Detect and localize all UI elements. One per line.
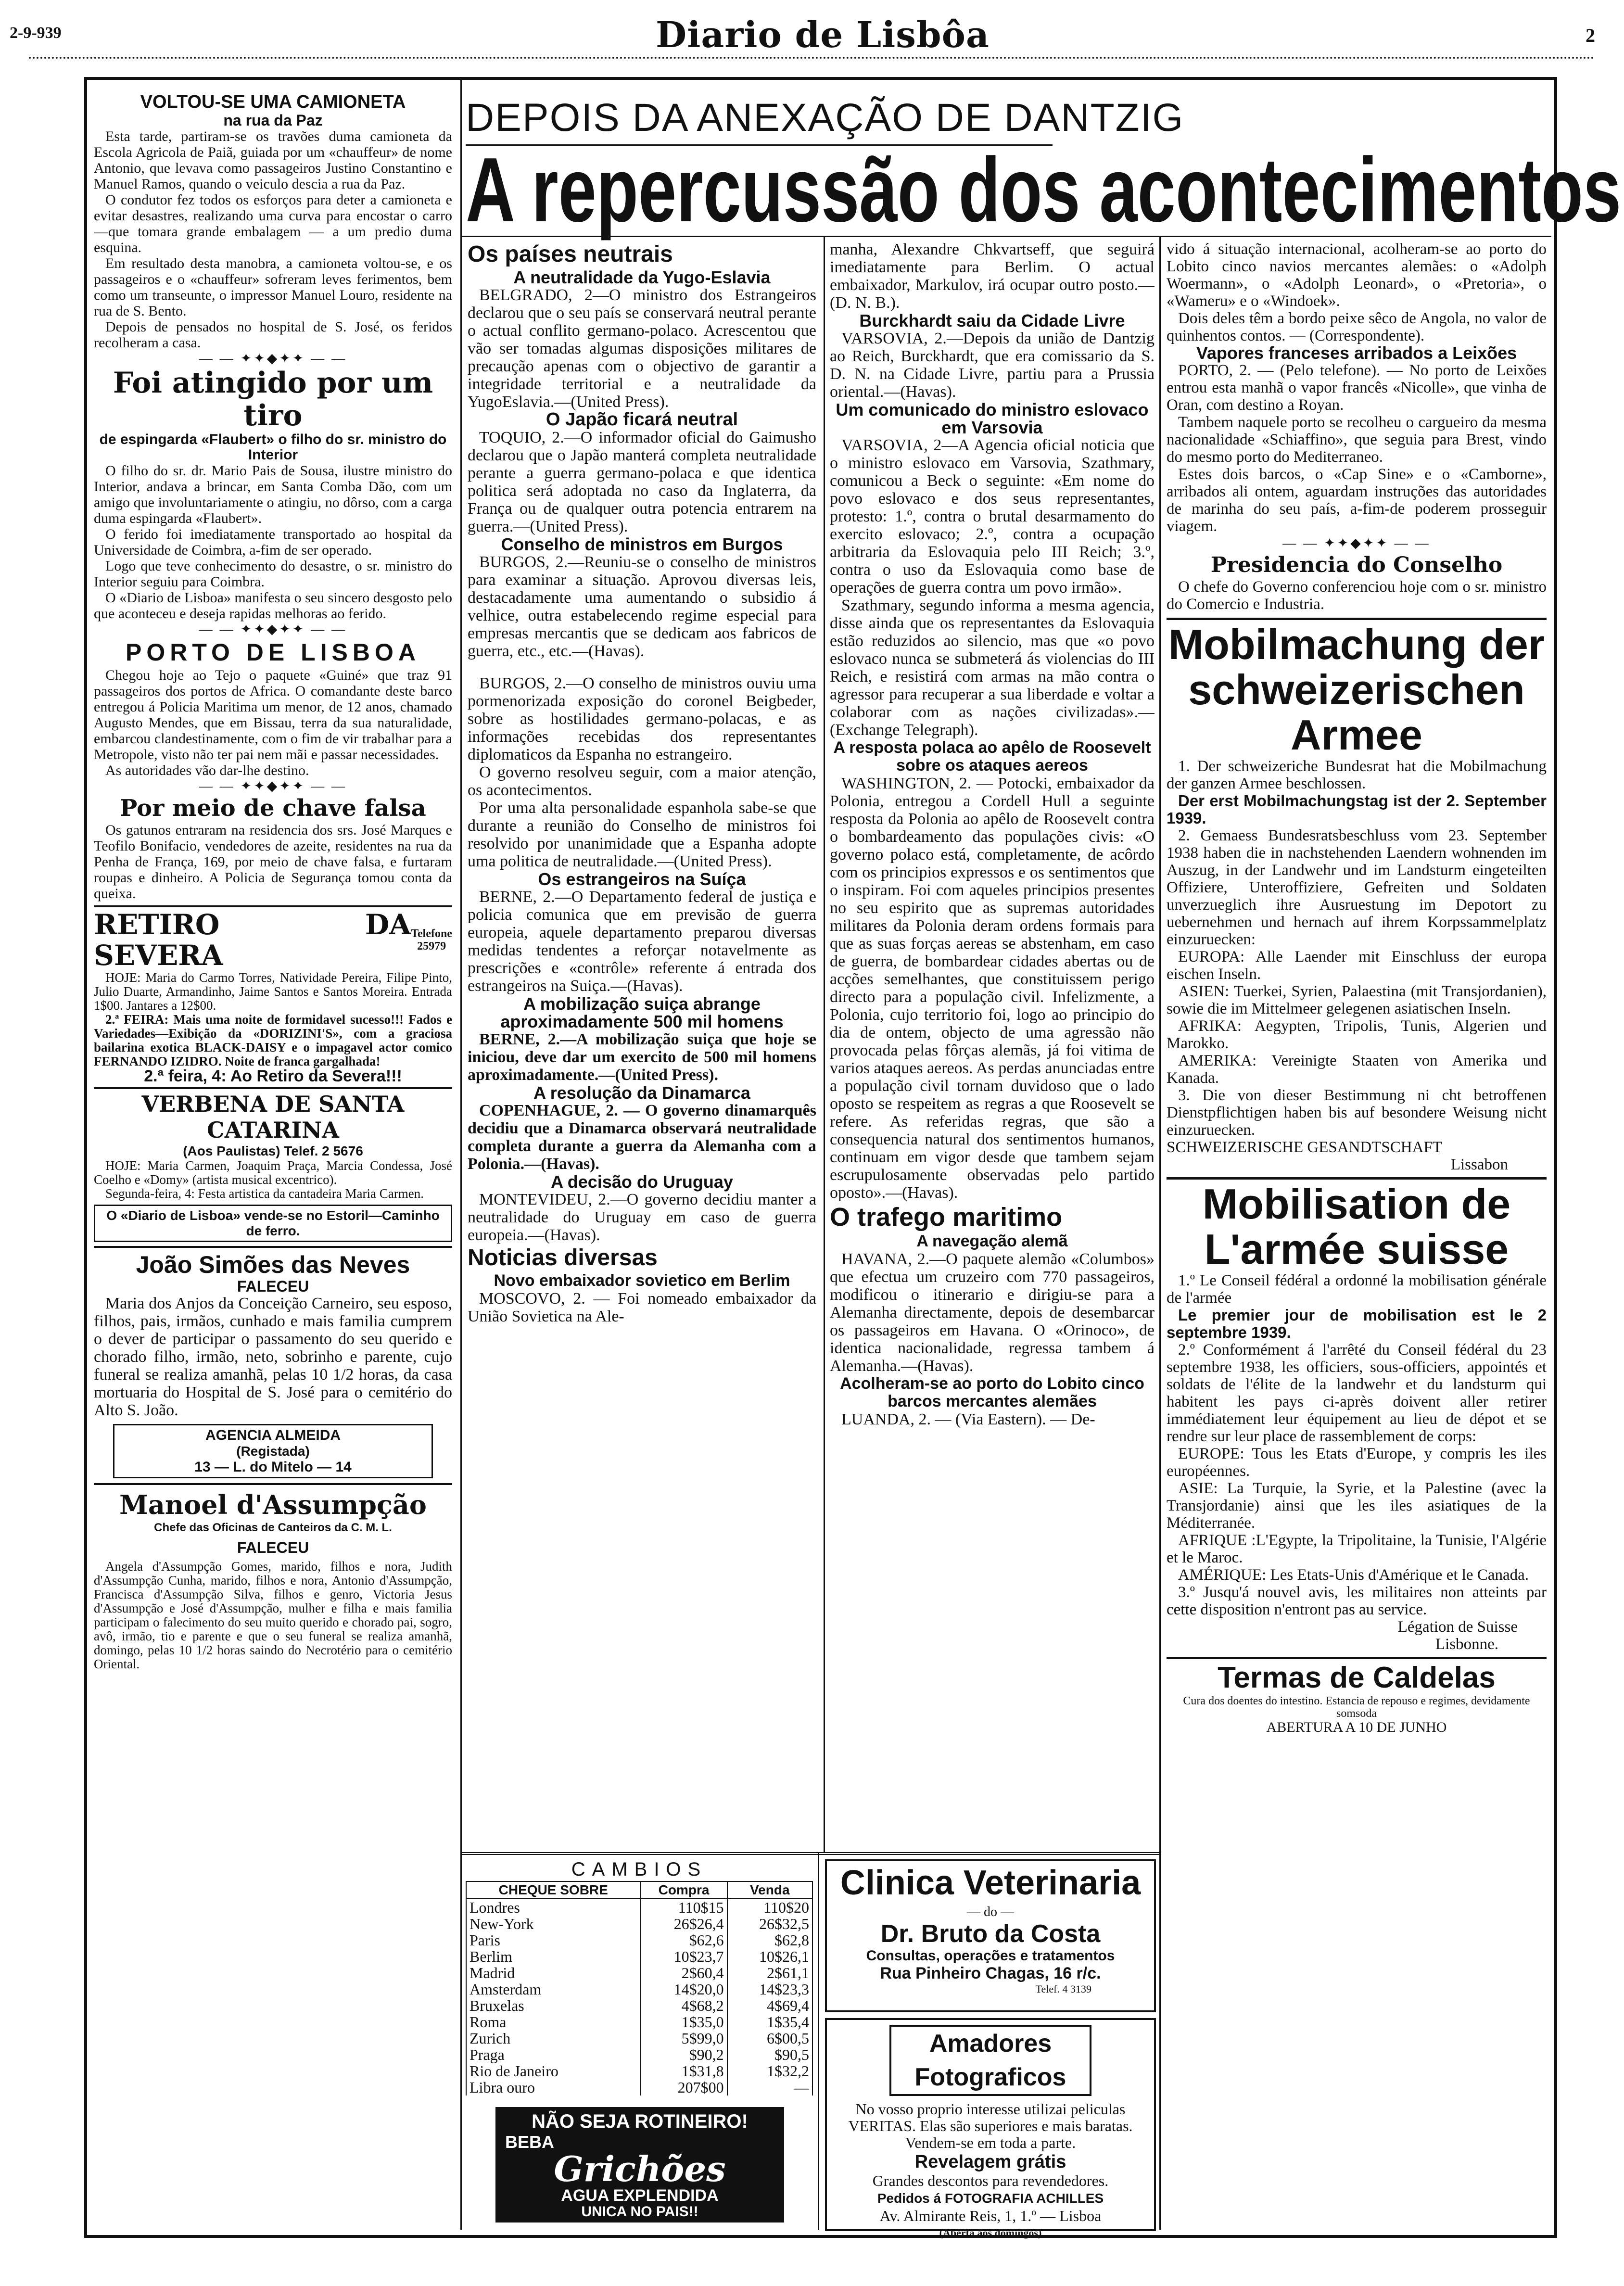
article-subtitle: Burckhardt saiu da Cidade Livre [859, 311, 1125, 330]
swiss-french-notice [1167, 1177, 1547, 1653]
section-heading: Os países neutrais [468, 241, 673, 267]
currency-name: Roma [466, 2014, 641, 2030]
paragraph: Maria dos Anjos da Conceição Carneiro, seu esposo, filhos, pais, irmãos, cunhado e mais familia cumprem o dever de participar o passamento do seu querido e chorado filho, irmão, neto, sobrinho e parente, cujo funeral se realiza amanhã, pelas 10 1/2 horas, da casa mortuaria do Hospital de S. José para o cemitério do Alto S. João. [94, 1295, 452, 1419]
article-subtitle: O Japão ficará neutral [546, 409, 738, 430]
paragraph: O governo resolveu seguir, com a maior atenção, os acontecimentos. [468, 763, 816, 799]
table-row [466, 1997, 812, 2014]
ornament-divider: — — ✦✦◆✦✦ — — [1282, 536, 1431, 551]
headline: A repercussão dos acontecimentos [466, 139, 1622, 241]
masthead-rule [29, 57, 1595, 59]
notice-title: Mobilisation de L'armée suisse [1202, 1180, 1511, 1273]
ad-retiro-severa [94, 905, 452, 1084]
rate-value: 5$99,0 [641, 2030, 727, 2046]
rate-value: 14$20,0 [641, 1981, 727, 1997]
table-row [466, 1916, 812, 1932]
rate-value: 10$26,1 [727, 1948, 812, 1965]
ad-hours: (Aberta aos domingos) [939, 2227, 1042, 2239]
section-heading: O trafego maritimo [830, 1203, 1063, 1232]
ad-doctor: Dr. Bruto da Costa [880, 1920, 1101, 1948]
ad-grichoes [495, 2107, 784, 2222]
rate-value: 14$23,3 [727, 1981, 812, 1997]
paragraph: Szathmary, segundo informa a mesma agencia, disse ainda que os representantes da Eslovaquia estão reduzidos ao silencio, mas que «o povo eslovaco nunca se submeterá ás violencias do III Reich, e resistirá com armas na mão contra o agressor para recuperar a sua liberdade e voltar a colaborar com as nações civilizadas».—(Exchange Telegraph). [830, 597, 1155, 739]
paragraph: 1.º Le Conseil fédéral a ordonné la mobilisation générale de l'armée [1167, 1272, 1547, 1307]
paragraph: O chefe do Governo conferenciou hoje com o sr. ministro do Comercio e Industria. [1167, 578, 1547, 613]
paragraph: BELGRADO, 2—O ministro dos Estrangeiros declarou que o seu país se conservará neutral perante o actual conflito germano-polaco. Acrescentou que vão ser tomadas algumas disposições militares de precaução apenas com o objectivo de garantir a integridade territorial e a neutralidade da YugoEslavia.—(United Press). [468, 286, 816, 411]
paragraph: LUANDA, 2. — (Via Eastern). — De- [841, 1410, 1095, 1428]
rate-value: 6$00,5 [727, 2030, 812, 2046]
currency-name: Rio de Janeiro [466, 2063, 641, 2079]
paragraph: AFRIQUE :L'Egypte, la Tripolitaine, la Tunisie, l'Algérie et le Maroc. [1167, 1532, 1547, 1566]
table-row [466, 2063, 812, 2079]
col-rule-1 [460, 79, 462, 2230]
paragraph: COPENHAGUE, 2. — O governo dinamarquês decidiu que a Dinamarca observará neutralidade completa durante a guerra da Alemanha com a Polonia.—(Havas). [468, 1102, 816, 1173]
ad-title-box [889, 2025, 1091, 2096]
paragraph: VARSOVIA, 2—A Agencia oficial noticia que o ministro eslovaco em Varsovia, Szathmary, comunicou a Beck o seguinte: «Em nome do povo eslovaco e dos seus representantes, protesto: 1.º, contra o brutal desarmamento do exercito eslovaco; 2.º, contra a ocupação arbitraria da Eslovaquia pelo III Reich; 3.º, contra o uso da Eslovaquia como base de operações de guerra contra um povo irmão». [830, 436, 1155, 597]
ad-subtitle: (Aos Paulistas) Telef. 2 5676 [183, 1143, 363, 1158]
paragraph: Em resultado desta manobra, a camioneta voltou-se, e os passageiros e o «chauffeur» sofreram leves ferimentos, bem como um transeunte, o impressor Manuel Louro, residente na rua de S. Bento. [94, 255, 452, 319]
ad-clinica [825, 1859, 1156, 2012]
paragraph: VARSOVIA, 2.—Depois da união de Dantzig ao Reich, Burckhardt, que era comissario da S. D. N. na Cidade Livre, partiu para a Prussia oriental.—(Havas). [830, 330, 1155, 401]
paragraph: Le premier jour de mobilisation est le 2 septembre 1939. [1167, 1306, 1547, 1341]
rate-value: 110$20 [727, 1899, 812, 1916]
paragraph: ASIEN: Tuerkei, Syrien, Palaestina (mit Transjordanien), sowie die im Mittelmeer gelegenen asiatischen Inseln. [1167, 983, 1547, 1017]
agency-subtitle: (Registada) [236, 1444, 310, 1459]
signature: Lissabon [1450, 1156, 1508, 1173]
rate-value: 1$32,2 [727, 2063, 812, 2079]
paragraph: MOSCOVO, 2. — Foi nomeado embaixador da União Sovietica na Ale- [468, 1290, 816, 1325]
notice-title: Mobilmachung der schweizerischen Armee [1168, 621, 1545, 759]
currency-name: Bruxelas [466, 1997, 641, 2014]
cambios-header: Compra [641, 1881, 727, 1899]
rate-value: 4$69,4 [727, 1997, 812, 2014]
swiss-german-notice [1167, 618, 1547, 1173]
article-subtitle: Acolheram-se ao porto do Lobito cinco barcos mercantes alemães [840, 1374, 1144, 1410]
phone-number: 25979 [417, 940, 446, 952]
rate-value: 207$00 [641, 2079, 727, 2096]
column-main-2 [830, 241, 1155, 1847]
signature: SCHWEIZERISCHE GESANDTSCHAFT [1167, 1139, 1442, 1156]
currency-name: Paris [466, 1932, 641, 1948]
article-title: Por meio de chave falsa [120, 795, 426, 822]
rate-value: 1$31,8 [641, 2063, 727, 2079]
ad-verbena [94, 1087, 452, 1201]
signature: Légation de Suisse [1397, 1618, 1518, 1636]
cambios-top-rule [460, 1852, 1159, 1855]
currency-name: Londres [466, 1899, 641, 1916]
article-title: Foi atingido por um tiro [113, 366, 433, 432]
col-rule-4 [818, 1852, 819, 2230]
paragraph: Estes dois barcos, o «Cap Sine» e o «Camborne», arribados ali ontem, aguardam instruções das autoridades de marinha do seu país, a-fim-de poderem prosseguir viagem. [1167, 466, 1547, 535]
masthead-title: Diario de Lisbôa [656, 14, 990, 56]
obituary-title: Manoel d'Assumpção [119, 1489, 427, 1520]
rate-value: 110$15 [641, 1899, 727, 1916]
paragraph: AMERIKA: Vereinigte Staaten von Amerika und Kanada. [1167, 1052, 1547, 1087]
paragraph: manha, Alexandre Chkvartseff, que seguirá imediatamente para Berlim. O actual embaixador, Markulov, irá ocupar outro posto.—(D. N. B.). [830, 241, 1155, 312]
rate-value: — [727, 2079, 812, 2096]
rate-value: 1$35,4 [727, 2014, 812, 2030]
currency-name: Libra ouro [466, 2079, 641, 2096]
currency-name: New-York [466, 1916, 641, 1932]
paragraph: O «Diario de Lisboa» manifesta o seu sincero desgosto pelo que aconteceu e deseja rapidas melhoras ao ferido. [94, 590, 452, 622]
ad-termas [1167, 1657, 1547, 1735]
paragraph: 3.º Jusqu'á nouvel avis, les militaires non atteints par cette disposition n'entront pas au service. [1167, 1584, 1547, 1618]
cambios-table [466, 1881, 813, 2096]
obituary-neves [94, 1246, 452, 1419]
paragraph: MONTEVIDEU, 2.—O governo decidiu manter a neutralidade do Uruguay em caso de guerra europeia.—(Havas). [468, 1191, 816, 1244]
currency-name: Praga [466, 2046, 641, 2063]
phone-label: Telefone [411, 927, 452, 940]
ad-address: Av. Almirante Reis, 1, 1.º — Lisboa [879, 2207, 1102, 2224]
agency-title: AGENCIA ALMEIDA [205, 1427, 341, 1443]
column-right [1167, 241, 1547, 2227]
paragraph: WASHINGTON, 2. — Potocki, embaixador da Polonia, entregou a Cordell Hull a seguinte resposta da Polonia ao apêlo de Roosevelt contra o bombardeamento das populações civis: «O governo polaco está, completamente, de acôrdo com os principios expressos e os sentimentos que o inspiram. Foi com aqueles principios presentes no seu espirito que as supremas autoridades militares da Polonia deram ordens formais para que as suas forças aereas se abstenham, em caso de guerra, de bombardear cidades abertas ou de acções semelhantes, que constituissem perigo directo para a população civil. Infelizmente, a Polonia, cujo territorio foi, logo ao principio do dia de ontem, objecto de uma agressão não provocada pelas fôrças alemãs, já foi vitima de varios ataques aereos. As perdas anunciadas entre a população civil tornam duvidoso que o lado oposto se respeitem as regras a que Roosevelt se refere. As referidas regras, que são a consequencia natural dos sentimentos humanos, continuam em vigor desde que tambem sejam escrupulosamente observadas pelo partido oposto».—(Havas). [830, 775, 1155, 1202]
article-subtitle: A resposta polaca ao apêlo de Roosevelt sobre os ataques aereos [833, 738, 1151, 775]
article-subtitle: A decisão do Uruguay [551, 1172, 733, 1192]
ad-callout: 2.ª feira, 4: Ao Retiro da Severa!!! [144, 1067, 402, 1085]
table-row [466, 1965, 812, 1981]
masthead-date: 2-9-939 [10, 24, 62, 42]
column-left [94, 91, 452, 2222]
ad-brand: Grichões [554, 2148, 726, 2189]
paragraph: 2.º Conformément á l'arrêté du Conseil fédéral du 23 septembre 1938, les officiers, sous-officiers, appointés et soldats de l'élite de la landwehr et du landsturm qui habitent les pays ci-après doivent aller retirer immédiatement leur équipement au lieu de dépot et se rendre sur leur place de rassemblement de corps: [1167, 1341, 1547, 1445]
paragraph: 2. Gemaess Bundesratsbeschluss vom 23. September 1938 haben die in nachstehenden Laendern wohnenden im Auszug, in der Landwehr und im Landsturm eingeteilten Offiziere, Unteroffiziere, Gefreiten und Soldaten unverzueglich ihre Ausruestung im Depotort zu uebernehmen und hernach auf ihrem Korpssammelplatz einzuruecken: [1167, 827, 1547, 948]
col-rule-2 [824, 236, 825, 1852]
article-subtitle: Um comunicado do ministro eslovaco em Varsovia [836, 400, 1149, 437]
paragraph: O ferido foi imediatamente transportado ao hospital da Universidade de Coimbra, a-fim de ser operado. [94, 526, 452, 558]
kicker: DEPOIS DA ANEXAÇÃO DE DANTZIG [466, 96, 1184, 140]
paragraph: Angela d'Assumpção Gomes, marido, filhos e nora, Judith d'Assumpção Cunha, marido, filhos e nora, Antonio d'Assumpção, Francisca d'Assumpção Silva, filhos e genro, Victoria Jesus d'Assumpção e José d'Assumpção, mulher e filha e mais familia participam o falecimento do seu muito querido e chorado pai, sogro, avô, irmão, tio e parente e que o seu funeral se realiza amanhã, domingo, pelas 10 1/2 horas saindo do Necrotério para o cemitério Oriental. [94, 1559, 452, 1671]
ad-text: ABERTURA A 10 DE JUNHO [1266, 1719, 1447, 1735]
article-subtitle: na rua da Paz [223, 112, 323, 129]
article-subtitle: A neutralidade da Yugo-Eslavia [513, 267, 771, 287]
paragraph: BERNE, 2.—O Departamento federal de justiça e policia comunica que em previsão de guerra europeia, aquele departamento preparou diversas medidas tendentes a reforçar notavelmente as prescrições e «contrôle» referente á entrada dos estrangeiros na Suiça.—(Havas). [468, 888, 816, 995]
currency-name: Amsterdam [466, 1981, 641, 1997]
ad-title: Clinica Veterinaria [840, 1864, 1141, 1902]
article-title: VOLTOU-SE UMA CAMIONETA [140, 92, 406, 112]
rate-value: $62,6 [641, 1932, 727, 1948]
paragraph: Der erst Mobilmachungstag ist der 2. September 1939. [1167, 792, 1547, 827]
page-number: 2 [1586, 25, 1595, 46]
ad-subtitle: Revelagem grátis [914, 2152, 1066, 2172]
article-subtitle: Vapores franceses arribados a Leixões [1196, 343, 1517, 363]
paragraph: O filho do sr. dr. Mario Pais de Sousa, ilustre ministro do Interior, andava a brincar, em Santa Comba Dão, com um amigo que involuntariamente o atingiu, no dôrso, com a carga duma espingarda «Flaubert». [94, 463, 452, 526]
ornament-divider: — — ✦✦◆✦✦ — — [199, 779, 347, 794]
rate-value: 2$60,4 [641, 1965, 727, 1981]
paragraph: vido á situação internacional, acolheram-se ao porto do Lobito cinco navios mercantes alemães: o «Adolph Woermann», o «Adolph Leonard», o «Pretoria», o «Wameru» e o «Windoek». [1167, 241, 1547, 310]
paragraph: ASIE: La Turquie, la Syrie, et la Palestine (avec la Transjordanie) ainsi que les iles asiatiques de la Méditerranée. [1167, 1480, 1547, 1532]
cambios-title: CAMBIOS [571, 1859, 708, 1880]
ad-phone: Telef. 4 3139 [1035, 1983, 1091, 1995]
ad-text: No vosso proprio interesse utilizai peliculas VERITAS. Elas são superiores e mais baratas. Vendem-se em toda a parte. [848, 2100, 1133, 2151]
paragraph: BERNE, 2.—A mobilização suiça que hoje se iniciou, deve dar um exercito de 500 mil homens aproximadamente.—(United Press). [468, 1030, 816, 1084]
paragraph: As autoridades vão dar-lhe destino. [105, 762, 309, 778]
column-main-1 [468, 241, 816, 1847]
paragraph: HOJE: Maria Carmen, Joaquim Praça, Marcia Condessa, José Coelho e «Domy» (artista musical excentrico). [94, 1158, 452, 1187]
ad-title: VERBENA DE SANTA CATARINA [141, 1091, 405, 1143]
ad-line: BEBA [505, 2132, 555, 2152]
currency-name: Zurich [466, 2030, 641, 2046]
rate-value: $90,5 [727, 2046, 812, 2063]
rate-value: 1$35,0 [641, 2014, 727, 2030]
paragraph: Tambem naquele porto se recolheu o cargueiro da mesma nacionalidade «Schiaffino», que seguia para Brest, vindo do mesmo porto do Mediterraneo. [1167, 414, 1547, 466]
paragraph: Depois de pensados no hospital de S. José, os feridos recolheram a casa. [94, 319, 452, 351]
paragraph: O condutor fez todos os esforços para deter a camioneta e evitar desastres, realizando uma curva para encostar o carro—que tomara grande embalagem — a um predio duma esquina. [94, 192, 452, 255]
paragraph: Esta tarde, partiram-se os travões duma camioneta da Escola Agricola de Paiã, guiada por um «chauffeur» de nome Antonio, que levava como passageiros Justino Constantino e Manuel Ramos, quando o veiculo descia a rua da Paz. [94, 128, 452, 192]
paragraph: 3. Die von dieser Bestimmung ni cht betroffenen Dienstpflichtigen haben bis auf besondere Weisung nicht einzuruecken. [1167, 1087, 1547, 1139]
rate-value: 10$23,7 [641, 1948, 727, 1965]
article-subtitle: Novo embaixador sovietico em Berlim [494, 1271, 790, 1290]
paragraph: HOJE: Maria do Carmo Torres, Natividade Pereira, Filipe Pinto, Julio Duarte, Armandinho, Jaime Santos e Santos Moreira. Entrada 1$00. Jantares a 12$00. [94, 970, 452, 1013]
ad-title: Amadores Fotograficos [914, 2030, 1066, 2091]
paragraph: Dois deles têm a bordo peixe sêco de Angola, no valor de quinhentos contos. — (Correspondente). [1167, 310, 1547, 344]
ad-fotograficos [825, 2018, 1156, 2239]
article-subtitle: Os estrangeiros na Suíça [538, 869, 746, 889]
table-row [466, 2046, 812, 2063]
ad-shop: Pedidos á FOTOGRAFIA ACHILLES [877, 2191, 1104, 2206]
table-row [466, 2030, 812, 2046]
paragraph: Chegou hoje ao Tejo o paquete «Guiné» que traz 91 passageiros dos portos de Africa. O comandante deste barco entregou á Policia Maritima um menor, de 12 anos, chamado Augusto Mendes, que em Bissau, terra da sua naturalidade, embarcou clandestinamente, com o fim de vir trabalhar para a Metropole, visto não ter pai nem mãi e passar necessidades. [94, 667, 452, 762]
ad-text: Cura dos doentes do intestino. Estancia de repouso e regimes, devidamente somsoda [1183, 1695, 1530, 1720]
paragraph: EUROPA: Alle Laender mit Einschluss der europa eischen Inseln. [1167, 948, 1547, 983]
ad-title: Termas de Caldelas [1218, 1661, 1496, 1694]
paragraph: Os gatunos entraram na residencia dos srs. José Marques e Teofilo Bonifacio, vendedores de azeite, residentes na rua da Penha de França, 169, por meio de chave falsa, e furtaram roupas e dinheiro. A Policia de Segurança tomou conta da queixa. [94, 822, 452, 902]
paragraph: Segunda-feira, 4: Festa artistica da cantadeira Maria Carmen. [105, 1186, 424, 1201]
rate-value: $90,2 [641, 2046, 727, 2063]
paragraph: Por uma alta personalidade espanhola sabe-se que durante a reunião do Conselho de ministros foi resolvido por unanimidade que a Espanha adopte uma politica de neutralidade.—(United Press). [468, 799, 816, 870]
ad-text: — do — [967, 1905, 1014, 1919]
article-title: PORTO DE LISBOA [125, 639, 420, 666]
paragraph: HAVANA, 2.—O paquete alemão «Columbos» que efectua um cruzeiro com 770 passageiros, modificou o itinerario e dirigiu-se para a Alemanha directamente, depois de desembarcar os passageiros em Havana. O «Orinoco», de identica nacionalidade, regressa tambem á Alemanha.—(Havas). [830, 1250, 1155, 1375]
ad-title: RETIRO DA SEVERA [94, 908, 411, 972]
rate-value: 4$68,2 [641, 1997, 727, 2014]
article-title: Presidencia do Conselho [1210, 553, 1503, 577]
signature: Lisbonne. [1435, 1636, 1498, 1653]
table-row [466, 1932, 812, 1948]
article-subtitle: Conselho de ministros em Burgos [501, 534, 783, 554]
agency-address: 13 — L. do Mitelo — 14 [194, 1459, 352, 1475]
paragraph: AFRIKA: Aegypten, Tripolis, Tunis, Algerien und Marokko. [1167, 1017, 1547, 1052]
paragraph: 1. Der schweizeriche Bundesrat hat die Mobilmachung der ganzen Armee beschlossen. [1167, 758, 1547, 792]
rate-value: 2$61,1 [727, 1965, 812, 1981]
obituary-subtitle: FALECEU [237, 1278, 309, 1295]
paragraph: EUROPE: Tous les Etats d'Europe, y compris les iles européennes. [1167, 1445, 1547, 1480]
ornament-divider: — — ✦✦◆✦✦ — — [199, 622, 347, 637]
paragraph: 2.ª FEIRA: Mais uma noite de formidavel sucesso!!! Fados e Variedades—Exibição da «DORIZINI'S», com a graciosa bailarina exotica BLACK-DAISY e o impagavel actor comico FERNANDO IZIDRO. Noite de franca gargalhada! [94, 1012, 452, 1068]
obituary-title: João Simões das Neves [136, 1251, 410, 1278]
table-row [466, 2014, 812, 2030]
article-subtitle: A navegação alemã [916, 1232, 1068, 1250]
rate-value: $62,8 [727, 1932, 812, 1948]
ad-text: Consultas, operações e tratamentos [866, 1948, 1115, 1964]
agency-box [113, 1424, 433, 1478]
cambios-section [466, 1858, 813, 2096]
rate-value: 26$26,4 [641, 1916, 727, 1932]
paragraph: TOQUIO, 2.—O informador oficial do Gaimusho declarou que o Japão manterá completa neutralidade perante a guerra germano-polaca e que identica politica será adoptada no caso da Inglaterra, da França ou de qualquer outra potencia entrarem na guerra.—(United Press). [468, 429, 816, 535]
ad-line: AGUA EXPLENDIDA [561, 2186, 719, 2205]
cambios-header: CHEQUE SOBRE [466, 1881, 641, 1899]
ad-line: NÃO SEJA ROTINEIRO! [532, 2111, 748, 2132]
ornament-divider: — — ✦✦◆✦✦ — — [199, 351, 347, 366]
ad-address: Rua Pinheiro Chagas, 16 r/c. [880, 1964, 1101, 1982]
ad-text: Grandes descontos para revendedores. [872, 2172, 1109, 2189]
currency-name: Madrid [466, 1965, 641, 1981]
paragraph: PORTO, 2. — (Pelo telefone). — No porto de Leixões entrou esta manhã o vapor francês «Nicolle», que vinha de Oran, com destino a Royan. [1167, 362, 1547, 414]
ad-line: UNICA NO PAIS!! [581, 2204, 698, 2220]
table-row [466, 2079, 812, 2096]
article-subtitle: de espingarda «Flaubert» o filho do sr. ministro do Interior [99, 432, 447, 463]
obituary-label: FALECEU [237, 1539, 309, 1556]
paragraph: Logo que teve conhecimento do desastre, o sr. ministro do Interior seguiu para Coimbra. [94, 558, 452, 590]
article-subtitle: A mobilização suiça abrange aproximadamente 500 mil homens [500, 994, 784, 1031]
table-row [466, 1948, 812, 1965]
rate-value: 26$32,5 [727, 1916, 812, 1932]
notice-box: O «Diario de Lisboa» vende-se no Estoril—Caminho de ferro. [94, 1205, 452, 1242]
table-row [466, 1981, 812, 1997]
paragraph: BURGOS, 2.—O conselho de ministros ouviu uma pormenorizada exposição do coronel Beigbeder, sobre as hostilidades germano-polacas, e as informações recebidas dos representantes diplomaticos da Espanha no estrangeiro. [468, 674, 816, 763]
table-row [466, 1899, 812, 1916]
paragraph: BURGOS, 2.—Reuniu-se o conselho de ministros para examinar a situação. Aprovou diversas leis, destacadamente uma aumentando o subsidio á velhice, outra estabelecendo regime especial para empresas mercantis que se dedicam aos fabricos de guerra, etc., etc.—(Havas). [468, 553, 816, 660]
col-rule-3 [1159, 236, 1161, 2230]
cambios-header: Venda [727, 1881, 812, 1899]
section-heading: Noticias diversas [468, 1245, 658, 1270]
obituary-assumpcao [94, 1483, 452, 1671]
paragraph: AMÉRIQUE: Les Etats-Unis d'Amérique et le Canada. [1178, 1566, 1529, 1584]
article-subtitle: A resolução da Dinamarca [533, 1083, 750, 1103]
obituary-subtitle: Chefe das Oficinas de Canteiros da C. M. L. [154, 1521, 392, 1534]
currency-name: Berlim [466, 1948, 641, 1965]
